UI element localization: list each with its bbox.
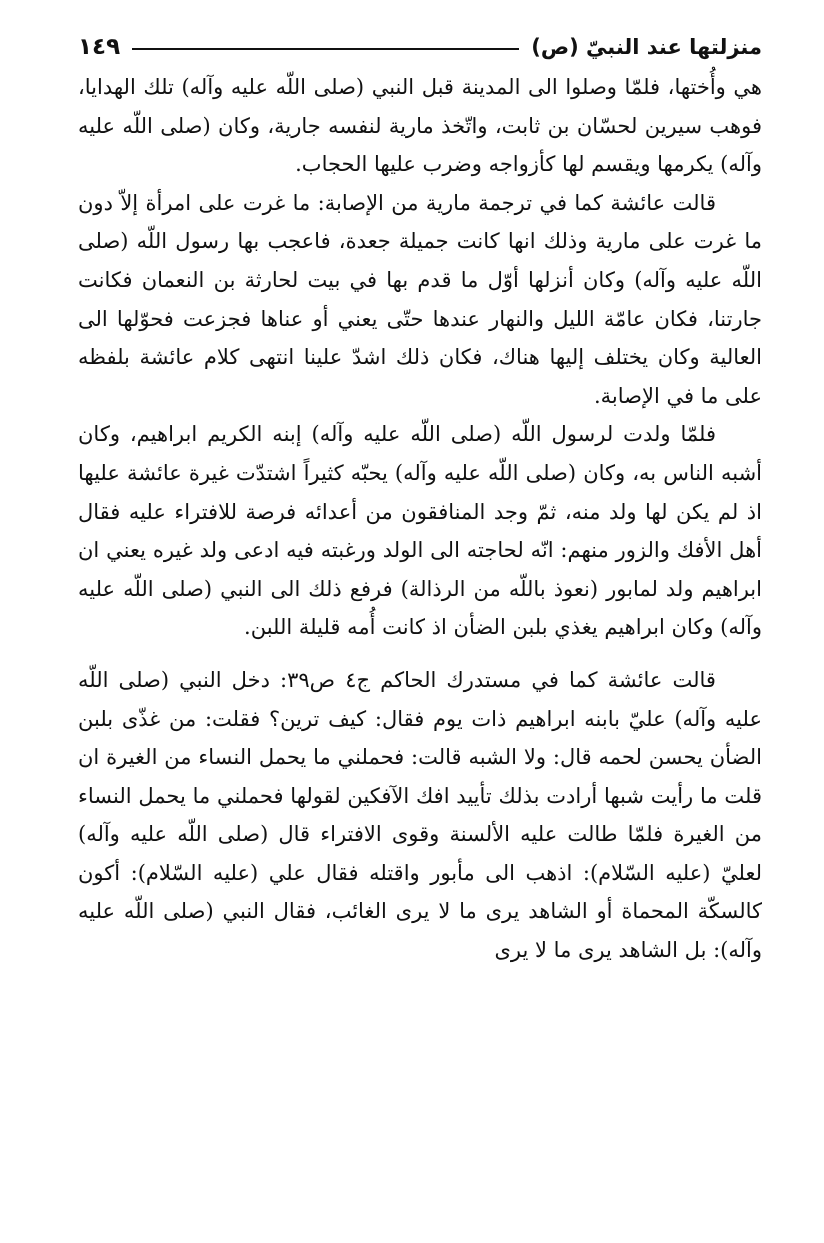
paragraph-3: فلمّا ولدت لرسول اللّه (صلى اللّه عليه وآله) إبنه الكريم ابراهيم، وكان أشبه الناس به، وكان (صلى اللّه عليه وآله) يحبّه كثيراً اشتدّت غيرة عائشة عليها اذ لم يكن لها ولد منه، ثمّ وجد المنافقون من أعدائه فرصة للافتراء عليه فقال أهل الأفك والزور منهم: انّه لحاجته الى الولد ورغبته فيه ادعى ولد غيره يعني ان ابراهيم ولد لمابور (نعوذ باللّه من الرذالة) فرفع ذلك الى النبي (صلى اللّه عليه وآله) وكان ابراهيم يغذي بلبن الضأن اذ كانت أُمه قليلة اللبن. bbox=[78, 422, 762, 640]
paragraph-2: قالت عائشة كما في ترجمة مارية من الإصابة: ما غرت على امرأة إلاّ دون ما غرت على مارية وذلك انها كانت جميلة جعدة، فاعجب بها رسول اللّه (صلى اللّه عليه وآله) وكان أنزلها أوّل ما قدم بها في بيت لحارثة بن النعمان فكانت جارتنا، فكان عامّة الليل والنهار عندها حتّى يعني أو عناها فجزعت فحوّلها الى العالية وكان يختلف إليها هناك، فكان ذلك اشدّ علينا انتهى كلام عائشة بلفظه على ما في الإصابة. bbox=[78, 190, 762, 408]
body-text bbox=[78, 68, 762, 970]
paragraph-4: قالت عائشة كما في مستدرك الحاكم ج٤ ص٣٩: دخل النبي (صلى اللّه عليه وآله) عليّ بابنه ابراهيم ذات يوم فقال: كيف ترين؟ فقلت: من غذّى بلبن الضأن يحسن لحمه قال: ولا الشبه قالت: فحملني ما يحمل النساء من الغيرة ان قلت ما رأيت شبها أرادت بذلك تأييد افك الآفكين لقولها فحملني ما يحمل النساء من الغيرة فلمّا طالت عليه الألسنة وقوى الافتراء قال (صلى اللّه عليه وآله) لعليّ (عليه السّلام): اذهب الى مأبور واقتله فقال علي (عليه السّلام): أكون كالسكّة المحماة أو الشاهد يرى ما لا يرى الغائب، فقال النبي (صلى اللّه عليه وآله): بل الشاهد يرى ما لا يرى bbox=[78, 667, 762, 963]
running-title: منزلتها عند النبيّ (ص) bbox=[531, 34, 762, 59]
header-rule bbox=[132, 48, 519, 50]
page-number: ١٤٩ bbox=[78, 33, 121, 60]
paragraph-1: هي وأُختها، فلمّا وصلوا الى المدينة قبل النبي (صلى اللّه عليه وآله) تلك الهدايا، فوهب سيرين لحسّان بن ثابت، واتّخذ مارية لنفسه جارية، وكان (صلى اللّه عليه وآله) يكرمها ويقسم لها كأزواجه وضرب عليها الحجاب. bbox=[78, 75, 762, 177]
running-header bbox=[78, 28, 762, 66]
